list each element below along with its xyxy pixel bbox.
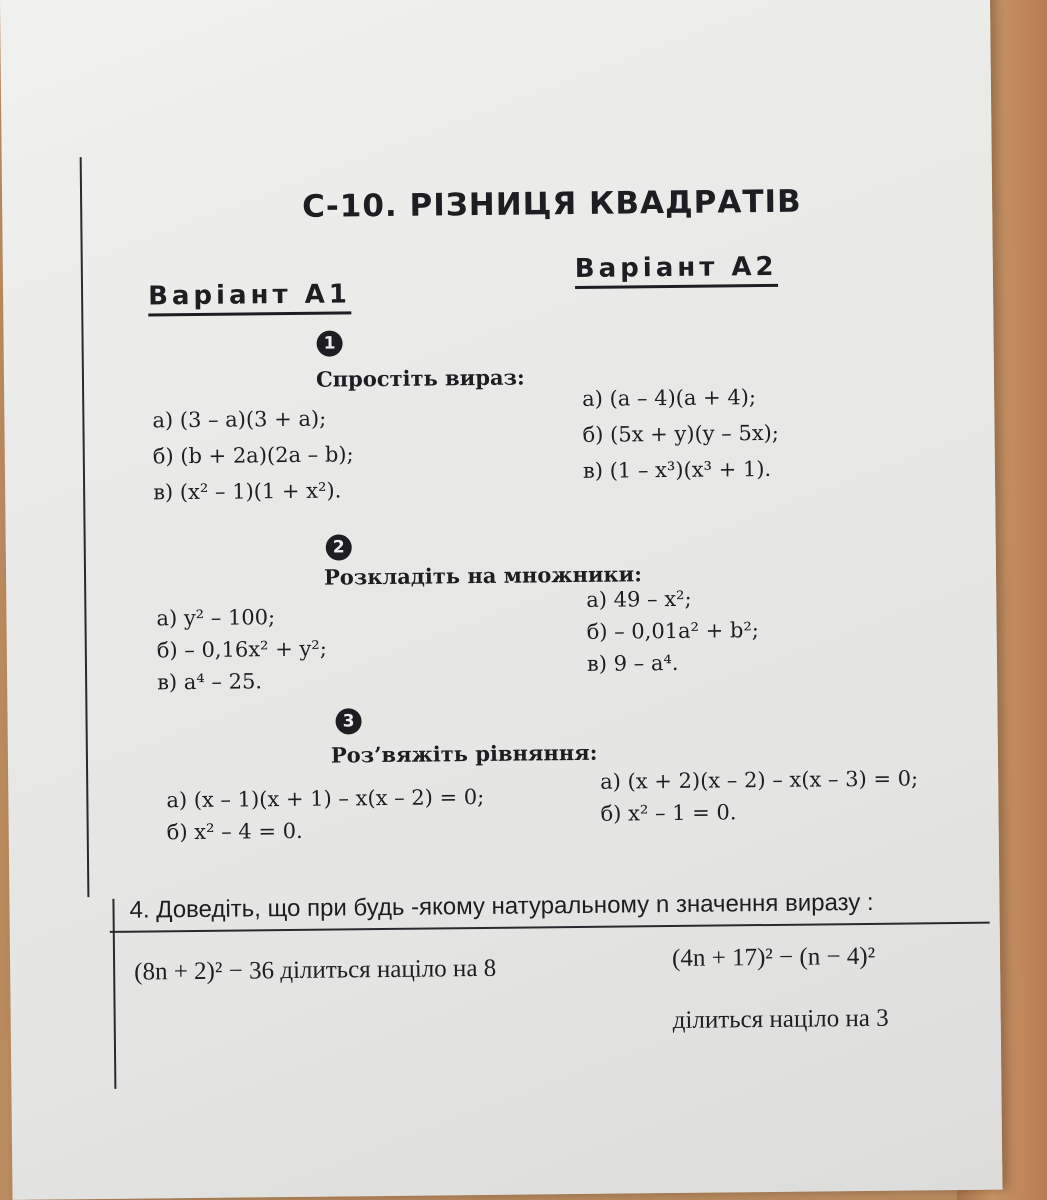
section-number-badge: 3 bbox=[335, 708, 361, 734]
exercise-item: б) x² – 1 = 0. bbox=[600, 800, 737, 826]
exercise-item: а) y² – 100; bbox=[156, 605, 276, 631]
section-heading: Спростіть вираз: bbox=[315, 364, 525, 392]
margin-line-lower bbox=[112, 899, 116, 1089]
section-heading: Розкладіть на множники: bbox=[323, 561, 643, 590]
task-4-left-expression: (8n + 2)² − 36 ділиться націло на 8 bbox=[134, 954, 497, 986]
exercise-item: в) 9 – a⁴. bbox=[586, 650, 679, 676]
exercise-item: а) (3 – a)(3 + a); bbox=[152, 406, 327, 433]
variant-a2-heading: Варіант А2 bbox=[575, 252, 778, 289]
exercise-item: б) (5x + y)(y – 5x); bbox=[582, 420, 779, 447]
section-number-badge: 2 bbox=[326, 534, 352, 560]
section-number-badge: 1 bbox=[316, 330, 342, 356]
exercise-item: б) – 0,01a² + b²; bbox=[586, 618, 760, 644]
page-title: С-10. РІЗНИЦЯ КВАДРАТІВ bbox=[301, 183, 802, 225]
exercise-item: а) (x + 2)(x – 2) – x(x – 3) = 0; bbox=[600, 766, 919, 794]
exercise-item: в) a⁴ – 25. bbox=[157, 669, 263, 695]
exercise-item: а) 49 – x²; bbox=[586, 586, 692, 612]
exercise-item: б) (b + 2a)(2a – b); bbox=[152, 442, 354, 469]
exercise-item: в) (x² – 1)(1 + x²). bbox=[153, 478, 342, 505]
exercise-item: б) – 0,16x² + y²; bbox=[156, 636, 327, 663]
section-heading: Роз’вяжіть рівняння: bbox=[330, 739, 598, 768]
exercise-item: а) (a – 4)(a + 4); bbox=[582, 385, 757, 411]
exercise-item: б) x² – 4 = 0. bbox=[166, 818, 303, 845]
task-4-statement: 4. Доведіть, що при будь -якому натуральному n значення виразу : bbox=[129, 888, 874, 924]
exercise-item: а) (x – 1)(x + 1) – x(x – 2) = 0; bbox=[166, 784, 485, 813]
exercise-item: в) (1 – x³)(x³ + 1). bbox=[582, 456, 772, 483]
margin-line bbox=[80, 157, 90, 897]
task-4-right-note: ділиться націло на 3 bbox=[672, 1004, 889, 1035]
variant-a1-heading: Варіант А1 bbox=[148, 279, 351, 316]
task-4-right-expression: (4n + 17)² − (n − 4)² bbox=[671, 942, 876, 973]
